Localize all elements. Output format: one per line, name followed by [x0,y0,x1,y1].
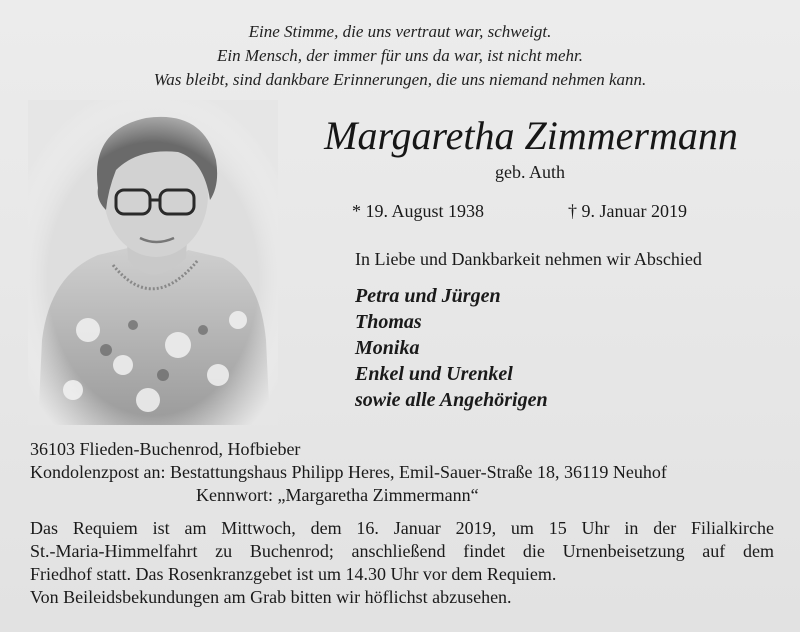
mourner-entry: Enkel und Urenkel [355,363,513,385]
requiem-notice [30,517,774,609]
requiem-line: Von Beileidsbekundungen am Grab bitten wir höflichst abzusehen. [30,587,512,607]
mourner-entry: Thomas [355,311,422,333]
address-block [30,438,667,507]
requiem-line: Friedhof statt. Das Rosenkranzgebet ist um 14.30 Uhr vor dem Requiem. [30,564,557,584]
deceased-name: Margaretha Zimmermann [324,113,738,158]
death-date: † 9. Januar 2019 [568,201,687,221]
farewell-line: In Liebe und Dankbarkeit nehmen wir Abschied [355,249,702,269]
requiem-line: Das Requiem ist am Mittwoch, dem 16. Januar 2019, um 15 Uhr in der Filialkirche [30,518,774,538]
quote-line: Eine Stimme, die uns vertraut war, schweigt. [248,22,552,41]
birth-date: * 19. August 1938 [352,201,485,221]
quote-line: Was bleibt, sind dankbare Erinnerungen, die uns niemand nehmen kann. [153,70,647,89]
maiden-name: geb. Auth [495,162,565,182]
mourner-entry: Monika [355,337,420,359]
portrait-photo [28,100,278,425]
residence-line: 36103 Flieden-Buchenrod, Hofbieber [30,439,301,459]
mourner-entry: Petra und Jürgen [355,285,501,307]
quote-line: Ein Mensch, der immer für uns da war, ist nicht mehr. [217,46,583,65]
memorial-quote [0,20,800,92]
mourners-list [355,283,548,413]
keyword-line: Kennwort: „Margaretha Zimmermann“ [196,485,479,505]
requiem-line: St.-Maria-Himmelfahrt zu Buchenrod; anschließend findet die Urnenbeisetzung auf dem [30,541,774,561]
mourner-entry: sowie alle Angehörigen [355,389,548,411]
condolence-address: Kondolenzpost an: Bestattungshaus Philipp Heres, Emil-Sauer-Straße 18, 36119 Neuhof [30,462,667,482]
